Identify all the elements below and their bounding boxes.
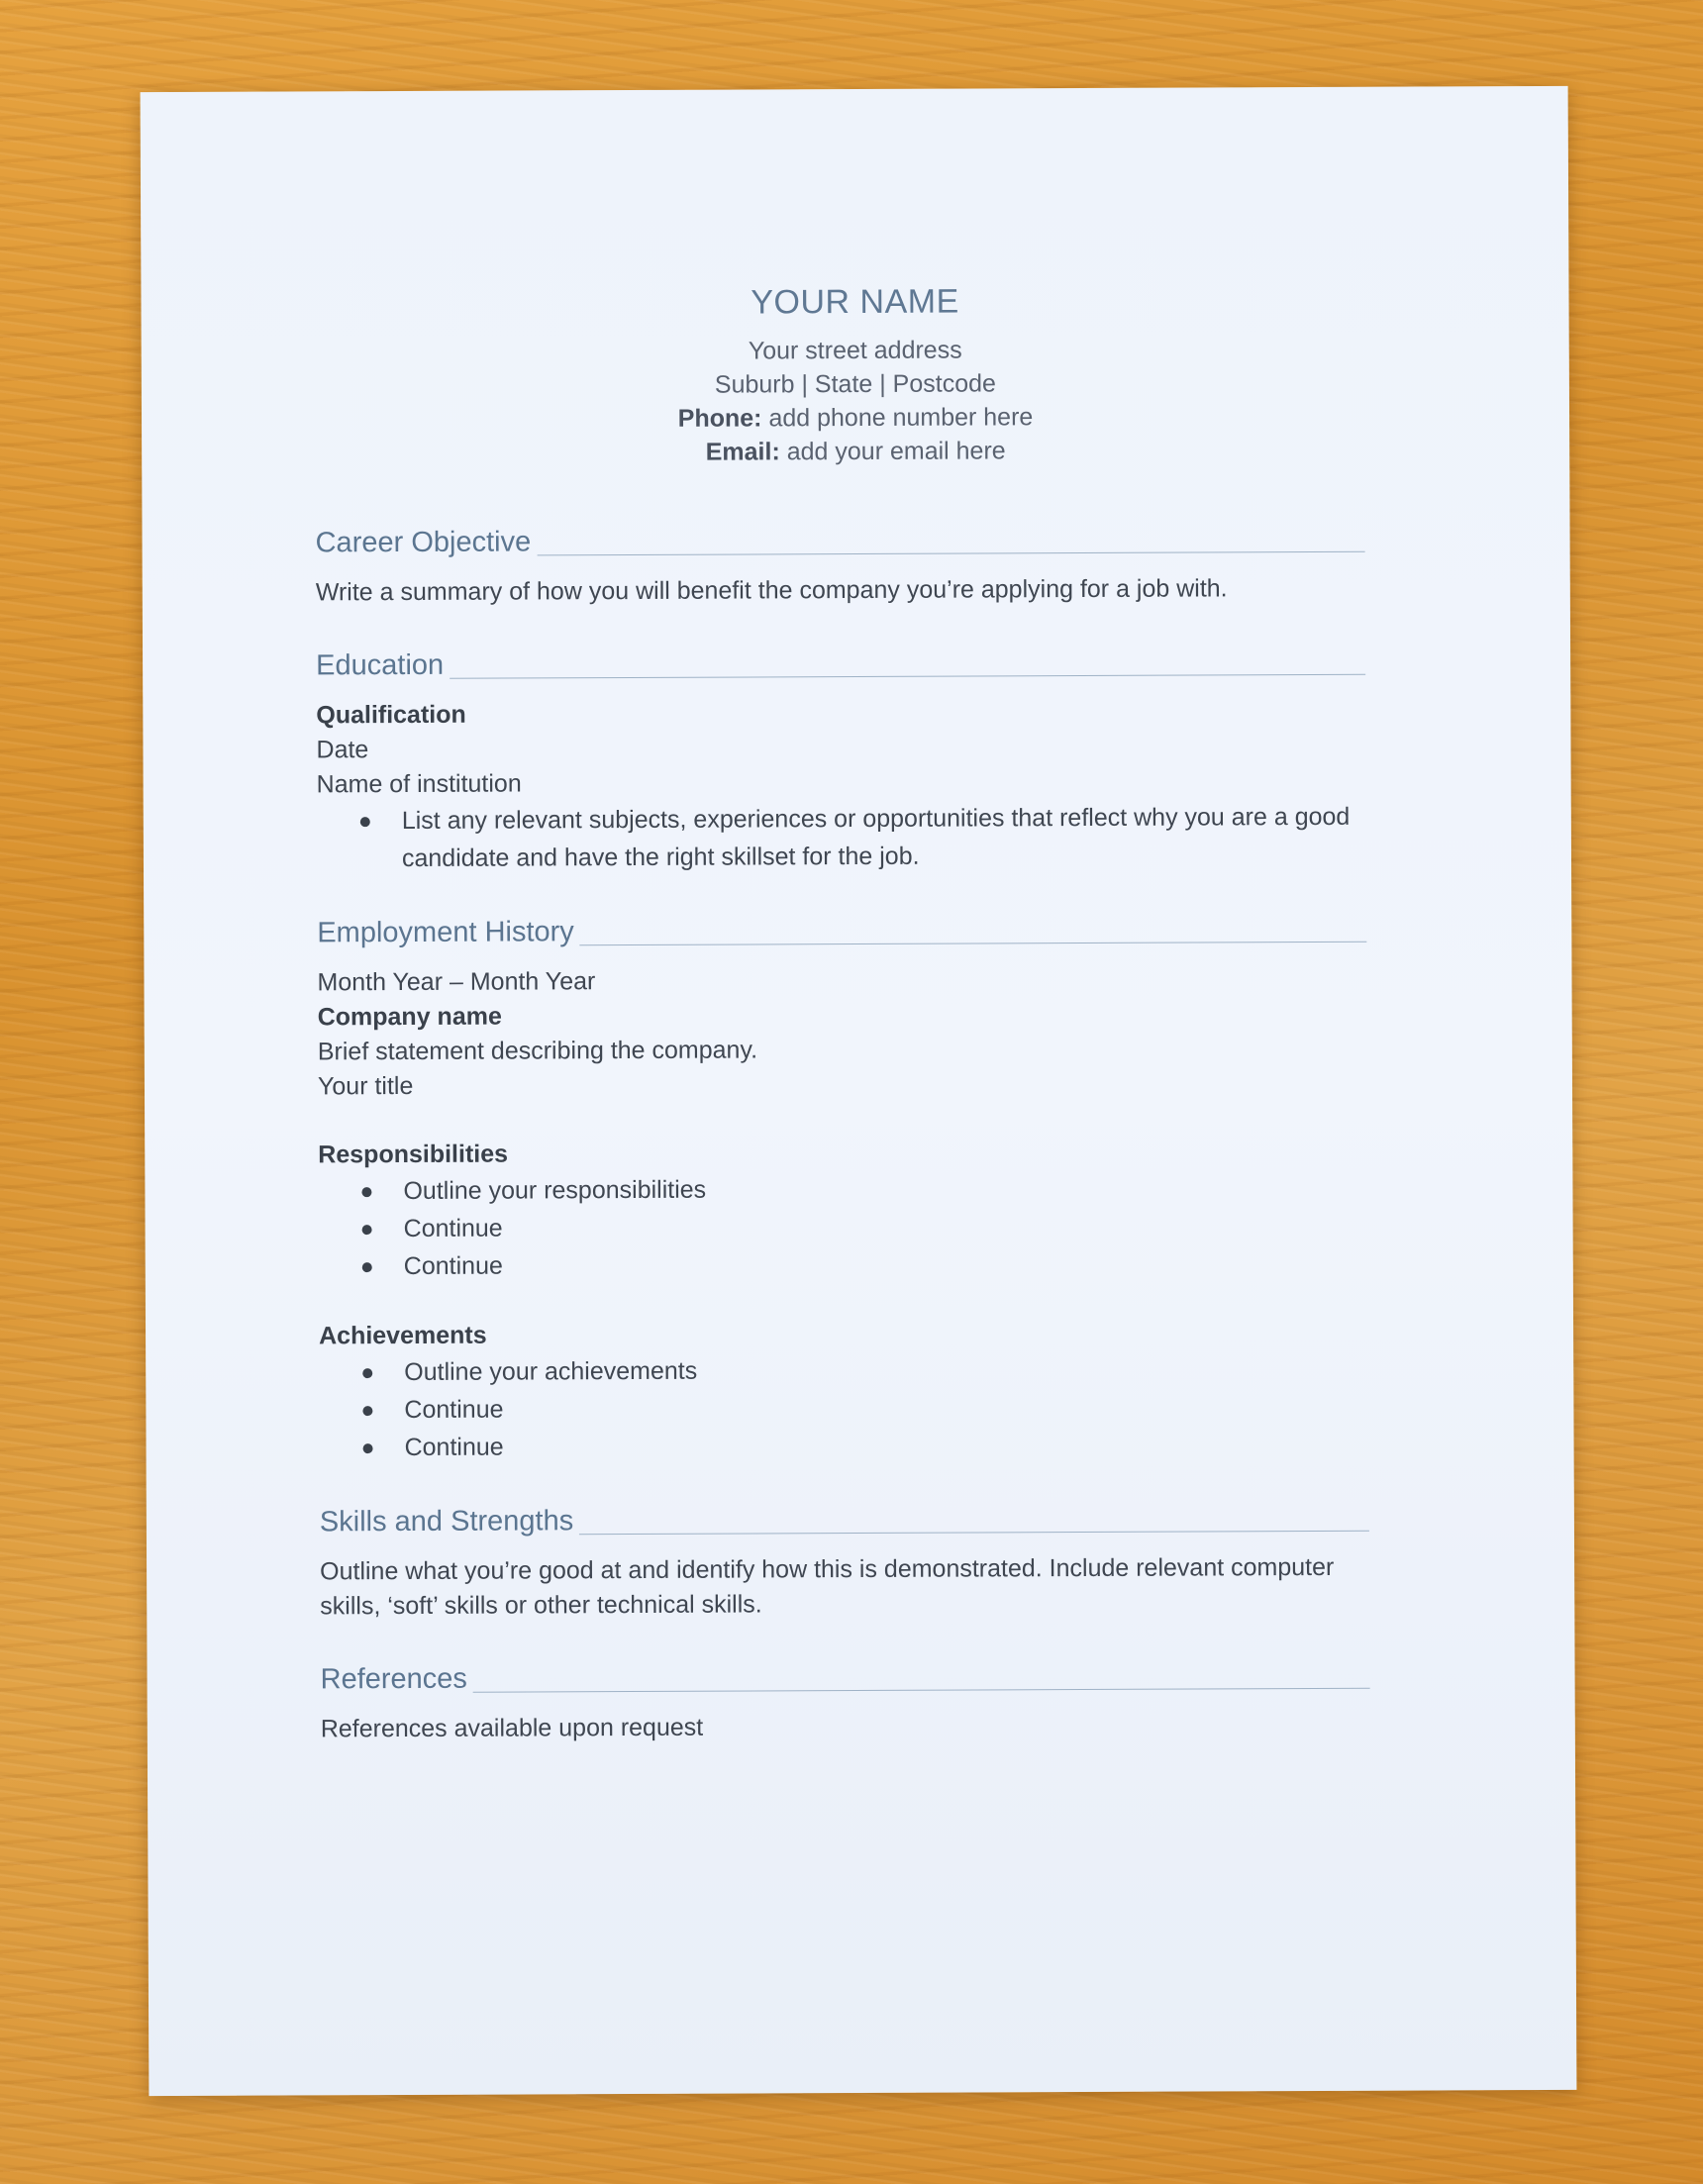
heading-rule: [450, 674, 1365, 679]
section-heading: [316, 523, 1365, 560]
references-text: References available upon request: [320, 1713, 704, 1743]
resume-paper: [141, 86, 1577, 2096]
phone-value: add phone number here: [761, 403, 1034, 433]
education-bullets: [317, 798, 1366, 878]
list-item: Continue: [360, 1206, 1368, 1247]
achievements-title: Achievements: [319, 1321, 487, 1350]
suburb-state-postcode: Suburb | State | Postcode: [714, 369, 996, 399]
street-address: Your street address: [748, 336, 962, 365]
list-item: Continue: [360, 1387, 1368, 1429]
heading-rule: [579, 1531, 1369, 1535]
list-item: Outline your responsibilities: [359, 1168, 1367, 1210]
section-heading: [317, 913, 1366, 950]
section-education: [316, 645, 1366, 878]
skills-text: Outline what you’re good at and identify how this is demonstrated. Include relevant computer skills, ‘soft’ skills or other technical skills.: [320, 1552, 1335, 1621]
responsibilities-list: [318, 1168, 1367, 1286]
company-description: Brief statement describing the company.: [317, 1036, 758, 1066]
job-title: Your title: [317, 1071, 414, 1101]
section-career-objective: [316, 523, 1365, 611]
resume-header: [141, 280, 1569, 471]
institution-name: Name of institution: [316, 769, 522, 799]
list-item: Continue: [360, 1243, 1368, 1285]
resume-body: [316, 523, 1371, 1787]
career-objective-text: Write a summary of how you will benefit the company you’re applying for a job with.: [315, 574, 1228, 607]
heading-rule: [537, 551, 1364, 556]
phone-label: Phone:: [677, 404, 762, 433]
section-skills: [320, 1502, 1370, 1625]
heading-rule: [473, 1688, 1370, 1693]
responsibilities-title: Responsibilities: [318, 1140, 509, 1169]
education-title: Education: [316, 648, 445, 682]
list-item: Continue: [360, 1425, 1368, 1466]
heading-rule: [580, 942, 1367, 945]
employment-dates: Month Year – Month Year: [317, 967, 596, 997]
section-heading: [321, 1659, 1370, 1697]
email-value: add your email here: [779, 437, 1006, 466]
email-label: Email:: [705, 438, 780, 466]
list-item: Outline your achievements: [360, 1349, 1368, 1391]
achievements-list: [319, 1349, 1368, 1467]
resume-name: YOUR NAME: [751, 282, 959, 322]
qualification-label: Qualification: [316, 700, 466, 730]
employment-title: Employment History: [317, 916, 574, 949]
section-heading: [316, 645, 1365, 683]
list-item: List any relevant subjects, experiences or opportunities that reflect why you are a good candidate and have the right skillset for the job.: [358, 798, 1366, 877]
skills-title: Skills and Strengths: [319, 1505, 574, 1539]
section-heading: [320, 1502, 1369, 1539]
career-objective-title: Career Objective: [315, 526, 532, 559]
company-name: Company name: [317, 1002, 502, 1032]
education-date: Date: [316, 736, 369, 764]
section-references: [321, 1659, 1370, 1747]
references-title: References: [320, 1662, 467, 1696]
email-line: [142, 432, 1569, 471]
section-employment-history: [317, 913, 1368, 1467]
